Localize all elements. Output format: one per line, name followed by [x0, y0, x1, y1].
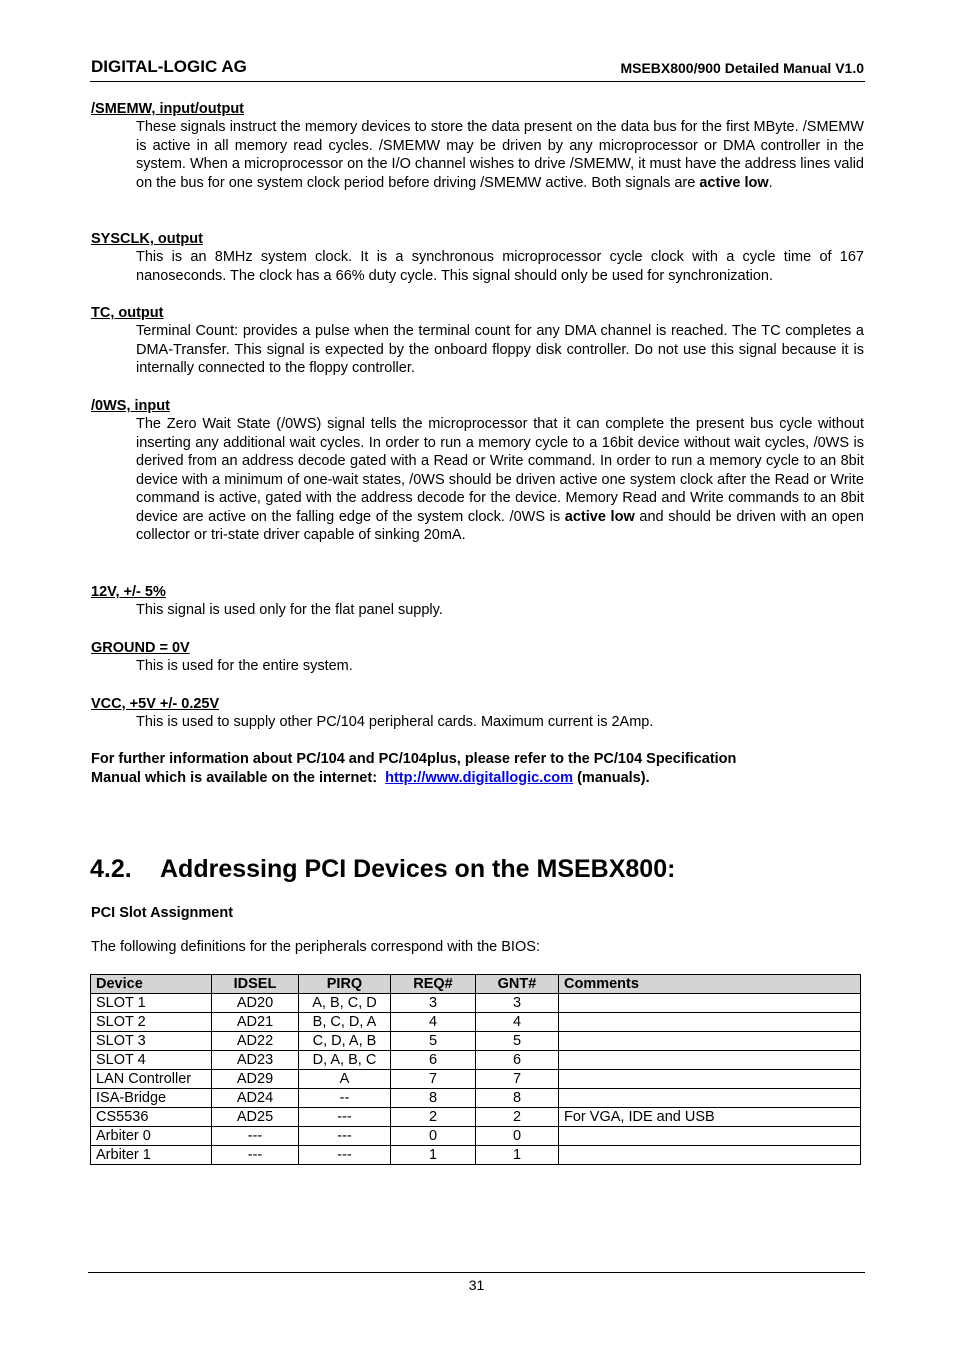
- section-body: The Zero Wait State (/0WS) signal tells the microprocessor that it can complete the present bus cycle without inserting any additional wait cycles. In order to run a memory cycle to a 16bit device without wait cycles, /0WS is derived from an address decode gated with a Read or Write command. In order to run a memory cycle to an 8bit device with a minimum of one-wait states, /0WS should be driven active one system clock after the Read or Write command is active, gated with the address decode for the device. Memory Read and Write commands to an 8bit device are active on the falling edge of the system clock. /0WS is active low and should be driven with an open collector or tri-state driver capable of sinking 20mA.: [136, 416, 864, 543]
- table-cell: 7: [391, 1070, 476, 1089]
- table-row: [91, 1127, 861, 1146]
- table-header-row: [91, 975, 861, 994]
- section-body: This is used for the entire system.: [136, 658, 353, 674]
- table-cell: ---: [299, 1108, 391, 1127]
- section-vcc: [91, 695, 864, 732]
- column-header: Device: [91, 975, 212, 994]
- table-row: [91, 1013, 861, 1032]
- table-cell: 0: [391, 1127, 476, 1146]
- section-12v: [91, 583, 864, 620]
- table-cell: 1: [476, 1146, 559, 1165]
- section-title: TC, output: [91, 305, 164, 321]
- table-row: [91, 1108, 861, 1127]
- table-cell: B, C, D, A: [299, 1013, 391, 1032]
- table-cell: LAN Controller: [91, 1070, 212, 1089]
- section-tc: [91, 304, 864, 378]
- table-cell: Arbiter 1: [91, 1146, 212, 1165]
- table-cell: Arbiter 0: [91, 1127, 212, 1146]
- table-cell: AD29: [212, 1070, 299, 1089]
- section-body: These signals instruct the memory devices to store the data present on the data bus for the first MByte. /SMEMW is active in all memory read cycles. /SMEMW may be driven by any microprocessor or DMA controller in the system. When a microprocessor on the I/O channel wishes to drive /SMEMW, it must have the address lines valid on the bus for one system clock period before driving /SMEMW active. Both signals are active low.: [136, 119, 864, 191]
- section-smemw: [91, 100, 864, 192]
- further-info-note: For further information about PC/104 and PC/104plus, please refer to the PC/104 Specification Manual which is available on the internet: http://www.digitallogic.com (manuals).: [91, 751, 737, 786]
- page-header: [90, 57, 865, 82]
- table-cell: --: [299, 1089, 391, 1108]
- column-header: GNT#: [476, 975, 559, 994]
- table-cell: 2: [391, 1108, 476, 1127]
- page-number: 31: [468, 1277, 485, 1293]
- section-title: GROUND = 0V: [91, 640, 190, 656]
- manual-title: MSEBX800/900 Detailed Manual V1.0: [620, 60, 864, 76]
- table-row: [91, 1051, 861, 1070]
- table-cell: [559, 1127, 861, 1146]
- table-row: [91, 994, 861, 1013]
- table-cell: 4: [391, 1013, 476, 1032]
- table-cell: [559, 1032, 861, 1051]
- section-body: This is used to supply other PC/104 peripheral cards. Maximum current is 2Amp.: [136, 714, 654, 730]
- heading-number: 4.2.: [90, 855, 132, 883]
- section-title: SYSCLK, output: [91, 231, 203, 247]
- column-header: PIRQ: [299, 975, 391, 994]
- table-cell: 5: [391, 1032, 476, 1051]
- table-cell: 8: [391, 1089, 476, 1108]
- subheading: PCI Slot Assignment: [91, 905, 234, 921]
- table-cell: 2: [476, 1108, 559, 1127]
- table-cell: 6: [391, 1051, 476, 1070]
- table-cell: AD20: [212, 994, 299, 1013]
- table-cell: A, B, C, D: [299, 994, 391, 1013]
- table-cell: D, A, B, C: [299, 1051, 391, 1070]
- table-row: [91, 1146, 861, 1165]
- section-body: Terminal Count: provides a pulse when the terminal count for any DMA channel is reached. The TC completes a DMA-Transfer. This signal is expected by the onboard floppy disk controller. Do not use this signal because it is internally connected to the floppy controller.: [136, 323, 864, 376]
- table-cell: [559, 1070, 861, 1089]
- section-title: 12V, +/- 5%: [91, 584, 166, 600]
- section-0ws: [91, 397, 864, 545]
- table-cell: ---: [299, 1146, 391, 1165]
- table-cell: AD22: [212, 1032, 299, 1051]
- table-cell: [559, 1051, 861, 1070]
- section-title: VCC, +5V +/- 0.25V: [91, 696, 220, 712]
- table-cell: AD23: [212, 1051, 299, 1070]
- section-body: This is an 8MHz system clock. It is a synchronous microprocessor cycle clock with a cycle time of 167 nanoseconds. The clock has a 66% duty cycle. This signal should only be used for synchronization.: [136, 249, 864, 284]
- website-link[interactable]: http://www.digitallogic.com: [385, 769, 574, 786]
- table-cell: CS5536: [91, 1108, 212, 1127]
- pci-slot-table: [90, 974, 861, 1165]
- table-cell: [559, 1013, 861, 1032]
- table-cell: AD24: [212, 1089, 299, 1108]
- table-cell: 6: [476, 1051, 559, 1070]
- table-cell: SLOT 1: [91, 994, 212, 1013]
- table-cell: [559, 994, 861, 1013]
- heading-title: Addressing PCI Devices on the MSEBX800:: [160, 855, 676, 883]
- table-cell: SLOT 3: [91, 1032, 212, 1051]
- table-row: [91, 1032, 861, 1051]
- column-header: IDSEL: [212, 975, 299, 994]
- table-cell: [559, 1146, 861, 1165]
- intro-text: The following definitions for the peripherals correspond with the BIOS:: [91, 939, 540, 955]
- table-row: [91, 1070, 861, 1089]
- section-body: This signal is used only for the flat panel supply.: [136, 602, 443, 618]
- table-row: [91, 1089, 861, 1108]
- section-sysclk: [91, 230, 864, 285]
- table-cell: ISA-Bridge: [91, 1089, 212, 1108]
- table-cell: ---: [299, 1127, 391, 1146]
- table-cell: C, D, A, B: [299, 1032, 391, 1051]
- section-ground: [91, 639, 864, 676]
- table-cell: ---: [212, 1127, 299, 1146]
- page-footer: [88, 1272, 865, 1293]
- section-title: /SMEMW, input/output: [91, 101, 245, 117]
- table-cell: 1: [391, 1146, 476, 1165]
- table-cell: 3: [476, 994, 559, 1013]
- table-cell: SLOT 2: [91, 1013, 212, 1032]
- table-cell: A: [299, 1070, 391, 1089]
- table-cell: 3: [391, 994, 476, 1013]
- column-header: Comments: [559, 975, 861, 994]
- table-cell: 4: [476, 1013, 559, 1032]
- table-cell: ---: [212, 1146, 299, 1165]
- table-cell: AD25: [212, 1108, 299, 1127]
- table-cell: 7: [476, 1070, 559, 1089]
- table-cell: 0: [476, 1127, 559, 1146]
- table-cell: AD21: [212, 1013, 299, 1032]
- column-header: REQ#: [391, 975, 476, 994]
- section-title: /0WS, input: [91, 398, 170, 414]
- table-cell: 5: [476, 1032, 559, 1051]
- table-cell: [559, 1089, 861, 1108]
- company-name: DIGITAL-LOGIC AG: [91, 57, 247, 76]
- section-heading: [90, 855, 675, 884]
- table-cell: SLOT 4: [91, 1051, 212, 1070]
- table-cell: 8: [476, 1089, 559, 1108]
- table-cell: For VGA, IDE and USB: [559, 1108, 861, 1127]
